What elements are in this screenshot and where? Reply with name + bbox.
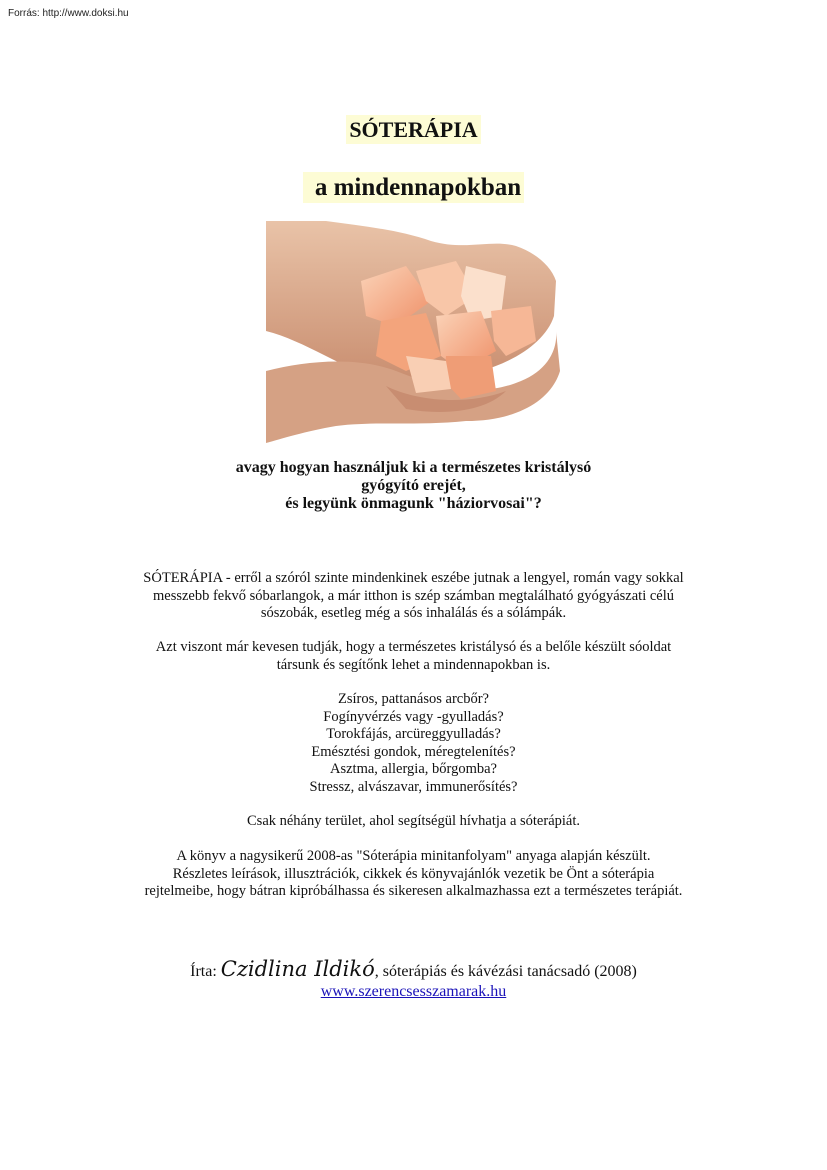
text-line: Csak néhány terület, ahol segítségül hívhatja a sóterápiát.	[247, 813, 580, 829]
question-item: Torokfájás, arcüreggyulladás?	[326, 726, 501, 742]
author-prefix: Írta:	[190, 963, 217, 980]
subtitle-question	[0, 459, 827, 513]
text-line: Részletes leírások, illusztrációk, cikkek és könyvajánlók vezetik be Önt a sóterápia	[172, 865, 655, 882]
subtitle-block	[0, 174, 827, 202]
author-name: Czidlina Ildikó	[220, 957, 375, 981]
question-item: Stressz, alvászavar, immunerősítés?	[309, 778, 518, 795]
intro-paragraph	[40, 570, 787, 623]
page-subtitle: a mindennapokban	[303, 172, 524, 203]
salt-crystals-in-hands-photo	[266, 221, 560, 443]
website-link[interactable]: www.szerencsesszamarak.hu	[320, 983, 507, 1000]
text-line: messzebb fekvő sóbarlangok, a már itthon is szép számban megtalálható gyógyászati célú	[152, 587, 675, 604]
subtitle-line: avagy hogyan használjuk ki a természetes kristálysó	[235, 459, 592, 476]
questions-list	[40, 691, 787, 796]
author-line	[0, 957, 827, 984]
book-description	[40, 848, 787, 901]
text-line: sószobák, esetleg még a sós inhalálás és a sólámpák.	[260, 605, 567, 621]
text-line: rejtelmeibe, hogy bátran kipróbálhassa és sikeresen alkalmazhassa ezt a természetes terápiát.	[144, 883, 683, 899]
third-paragraph	[40, 813, 787, 831]
source-label: Forrás: http://www.doksi.hu	[8, 8, 129, 19]
author-suffix: , sóterápiás és kávézási tanácsadó (2008)	[374, 963, 637, 980]
text-line: Azt viszont már kevesen tudják, hogy a természetes kristálysó és a belőle készült sóoldat	[155, 639, 672, 655]
text-line: SÓTERÁPIA - erről a szóról szinte mindenkinek eszébe jutnak a lengyel, román vagy sokkal	[143, 570, 684, 586]
subtitle-line: gyógyító erejét,	[361, 477, 466, 494]
question-item: Fogínyvérzés vagy -gyulladás?	[323, 708, 504, 725]
question-item: Asztma, allergia, bőrgomba?	[330, 761, 497, 777]
page-title: SÓTERÁPIA	[346, 115, 480, 144]
subtitle-line: és legyünk önmagunk "háziorvosai"?	[285, 495, 542, 512]
website-line	[0, 983, 827, 1001]
text-line: társunk és segítőnk lehet a mindennapokban is.	[276, 656, 551, 673]
question-item: Zsíros, pattanásos arcbőr?	[338, 691, 489, 707]
title-block	[0, 117, 827, 143]
question-item: Emésztési gondok, méregtelenítés?	[311, 743, 516, 760]
text-line: A könyv a nagysikerű 2008-as "Sóterápia minitanfolyam" anyaga alapján készült.	[176, 848, 651, 864]
second-paragraph	[40, 639, 787, 674]
